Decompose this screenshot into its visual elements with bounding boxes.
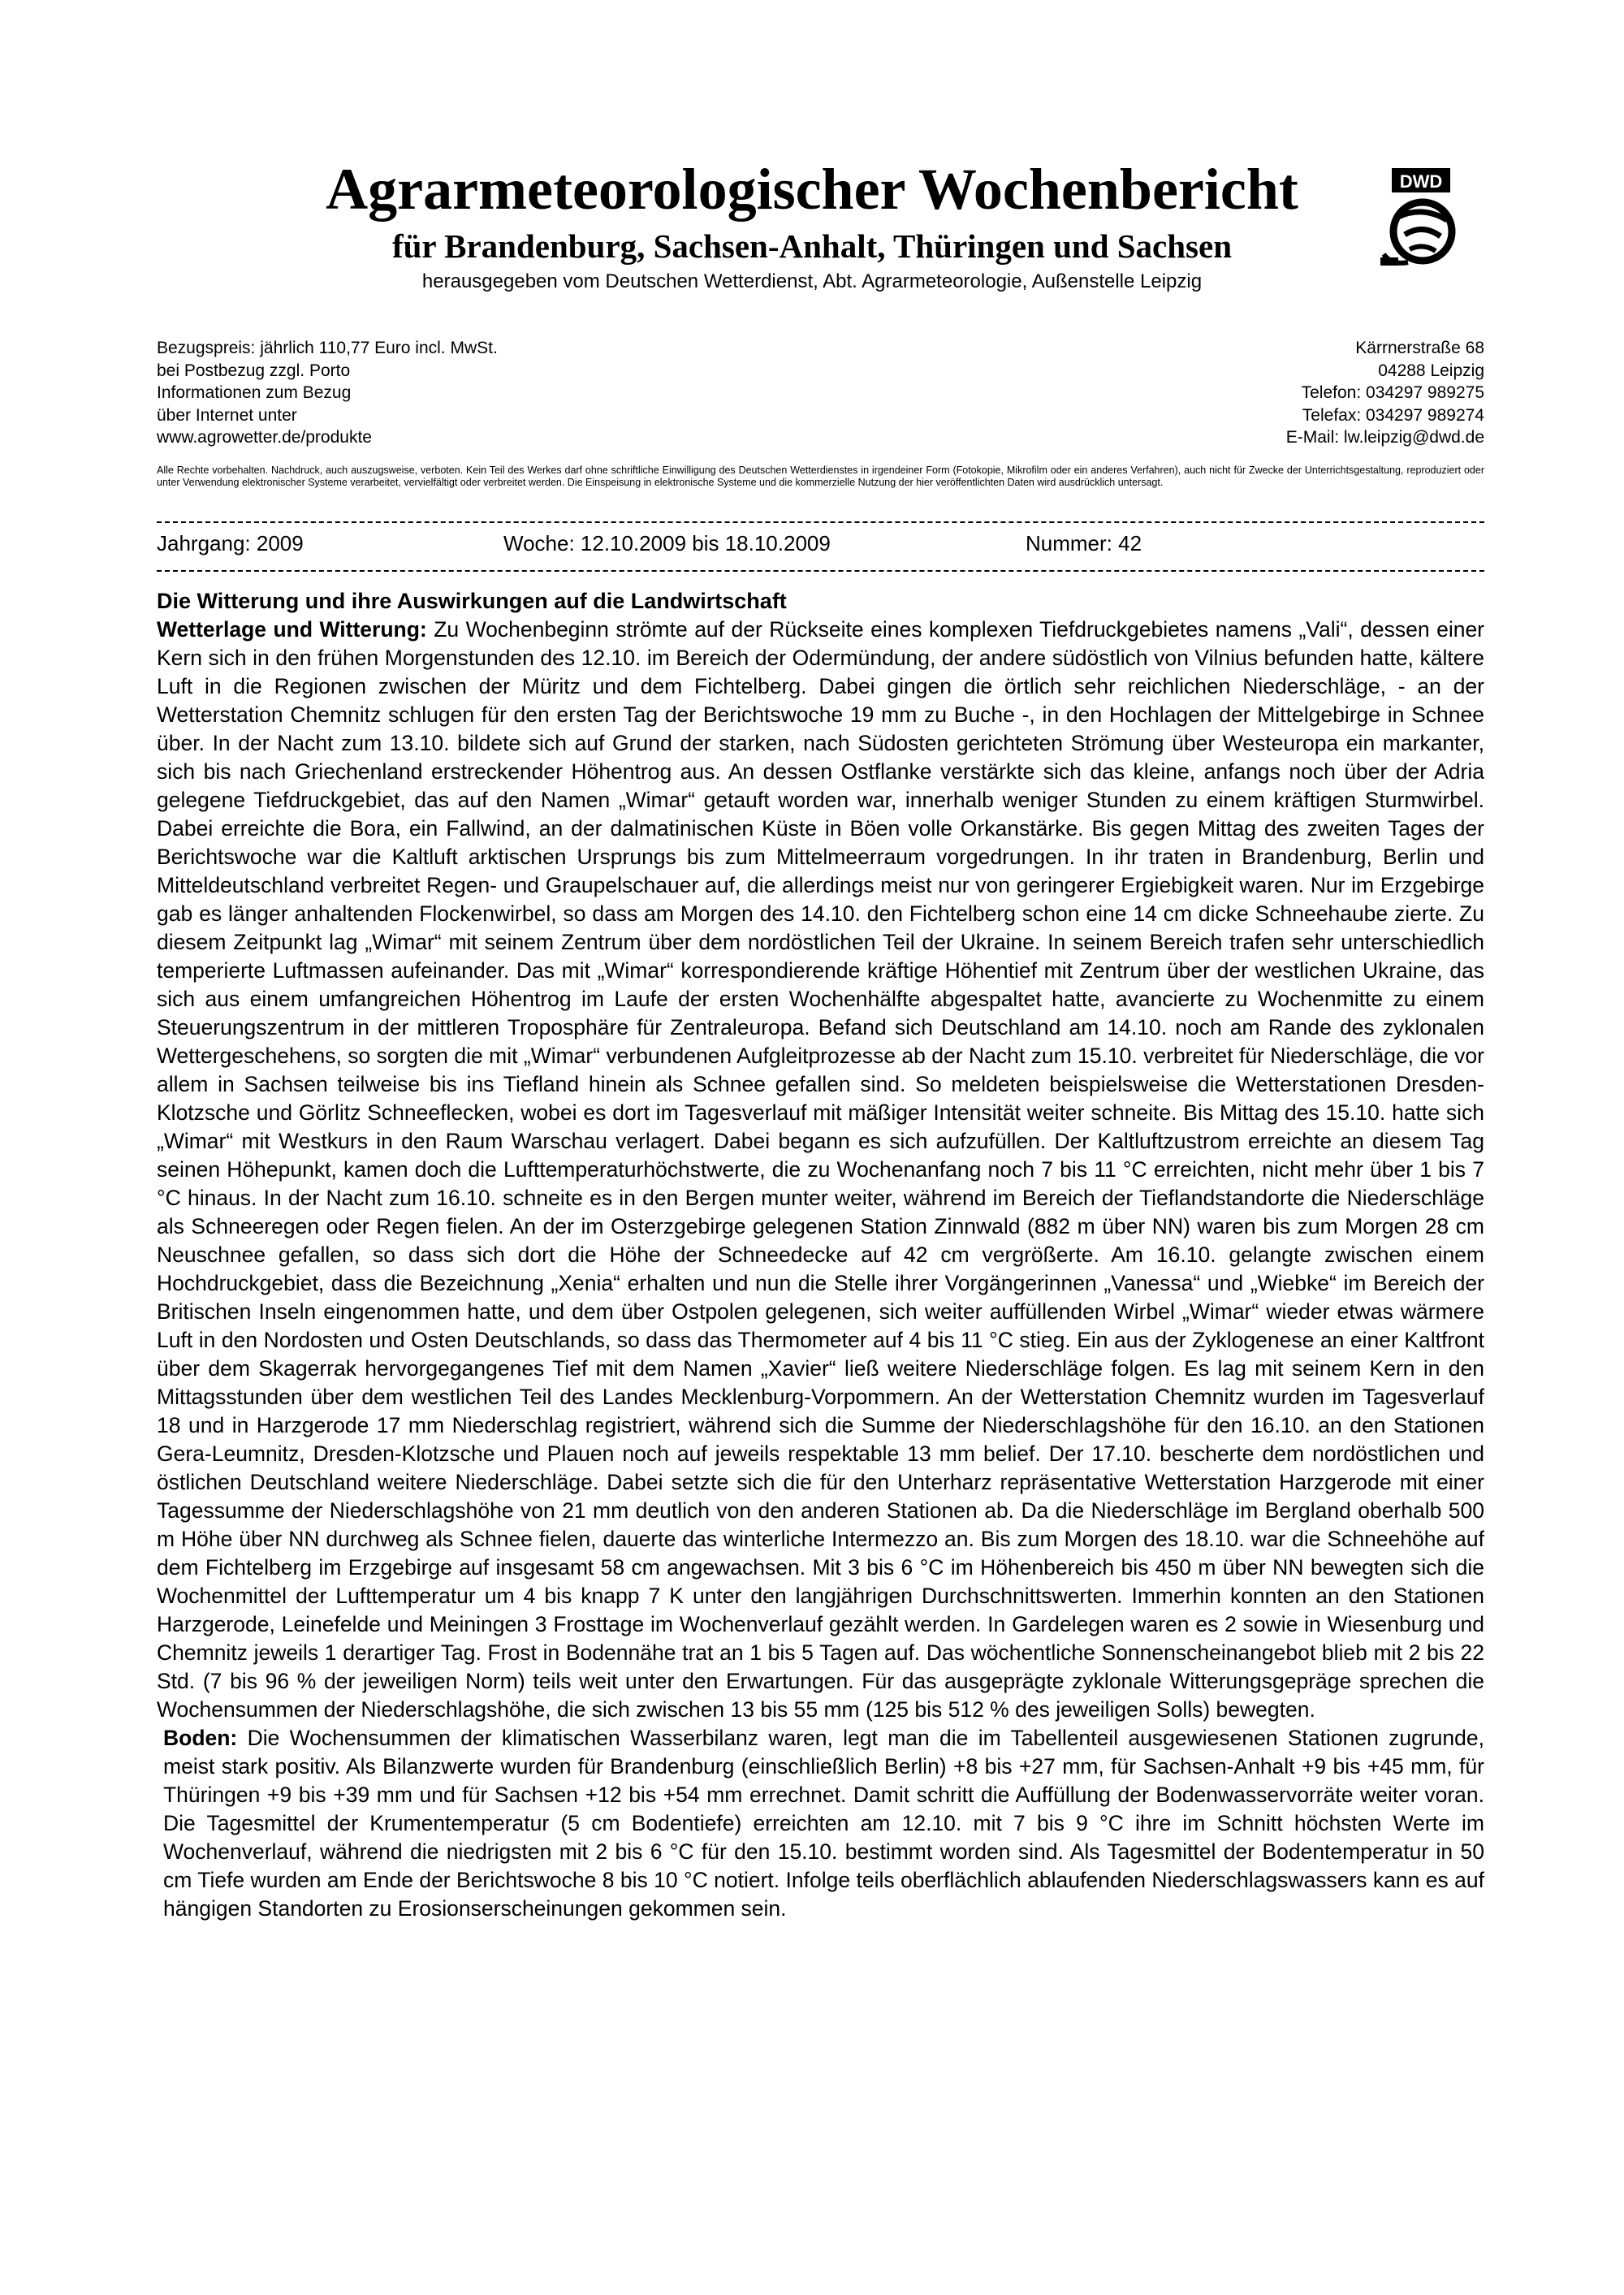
subscription-line: über Internet unter — [157, 405, 297, 425]
publisher-line: herausgegeben vom Deutschen Wetterdienst, Abt. Agrarmeteorologie, Außenstelle Leipzig — [421, 270, 1203, 292]
address-phone: Telefon: 034297 989275 — [1301, 383, 1484, 402]
article-heading: Die Witterung und ihre Auswirkungen auf die Landwirtschaft — [157, 589, 787, 613]
dwd-logo — [1380, 166, 1462, 272]
issue-year: Jahrgang: 2009 — [157, 531, 304, 555]
weather-paragraph — [157, 616, 1484, 1724]
weather-text: Zu Wochenbeginn strömte auf der Rückseite eines komplexen Tiefdruckgebietes namens „Vali“, dessen einer Kern sich in den frühen Morgenstunden des 12.10. im Bereich der Odermündung, der andere südöstlich von Vilnius befunden hatte, kältere Luft in die Regionen zwischen der Müritz und dem Fichtelberg. Dabei gingen die örtlich sehr reichlichen Niederschläge, - an der Wetterstation Chemnitz schlugen für den ersten Tag der Berichtswoche 19 mm zu Buche -, in den Hochlagen der Mittelgebirge in Schnee über. In der Nacht zum 13.10. bildete sich auf Grund der starken, nach Südosten gerichteten Strömung über Westeuropa ein markanter, sich bis nach Griechenland erstreckender Höhentrog aus. An dessen Ostflanke verstärkte sich das kleine, anfangs noch über der Adria gelegene Tiefdruckgebiet, das auf den Namen „Wimar“ getauft worden war, innerhalb weniger Stunden zu einem kräftigen Sturmwirbel. Dabei erreichte die Bora, ein Fallwind, an der dalmatinischen Küste in Böen volle Orkanstärke. Bis gegen Mittag des zweiten Tages der Berichtswoche war die Kaltluft arktischen Ursprungs bis zum Mittelmeerraum vorgedrungen. In ihr traten in Brandenburg, Berlin und Mitteldeutschland verbreitet Regen- und Graupelschauer auf, die allerdings meist nur von geringerer Ergiebigkeit waren. Nur im Erzgebirge gab es länger anhaltenden Flockenwirbel, so dass am Morgen des 14.10. den Fichtelberg schon eine 14 cm dicke Schneehaube zierte. Zu diesem Zeitpunkt lag „Wimar“ mit seinem Zentrum über dem nordöstlichen Teil der Ukraine. In seinem Bereich trafen sehr unterschiedlich temperierte Luftmassen aufeinander. Das mit „Wimar“ korrespondierende kräftige Höhentief mit Zentrum über der westlichen Ukraine, das sich aus einem umfangreichen Höhentrog im Laufe der ersten Wochenhälfte abgespaltet hatte, avancierte zu Wochenmitte zu einem Steuerungszentrum in der mittleren Troposphäre für Zentraleuropa. Befand sich Deutschland am 14.10. noch am Rande des zyklonalen Wettergeschehens, so sorgten die mit „Wimar“ verbundenen Aufgleitprozesse ab der Nacht zum 15.10. verbreitet für Niederschläge, die vor allem in Sachsen teilweise bis ins Tiefland hinein als Schnee gefallen sind. So meldeten beispielsweise die Wetterstationen Dresden-Klotzsche und Görlitz Schneeflecken, wobei es dort im Tagesverlauf mit mäßiger Intensität weiter schneite. Bis Mittag des 15.10. hatte sich „Wimar“ mit Westkurs in den Raum Warschau verlagert. Dabei begann es sich aufzufüllen. Der Kaltluftzustrom erreichte an diesem Tag seinen Höhepunkt, kamen doch die Lufttemperaturhöchstwerte, die zu Wochenanfang noch 7 bis 11 °C erreichten, nicht mehr über 1 bis 7 °C hinaus. In der Nacht zum 16.10. schneite es in den Bergen munter weiter, während im Bereich der Tieflandstandorte die Niederschläge als Schneeregen oder Regen fielen. An der im Osterzgebirge gelegenen Station Zinnwald (882 m über NN) waren bis zum Morgen 28 cm Neuschnee gefallen, so dass sich dort die Höhe der Schneedecke auf 42 cm vergrößerte. Am 16.10. gelangte zwischen einem Hochdruckgebiet, dass die Bezeichnung „Xenia“ erhalten und nun die Stelle ihrer Vorgängerinnen „Vanessa“ und „Wiebke“ im Bereich der Britischen Inseln eingenommen hatte, und dem über Ostpolen gelegenen, sich weiter auffüllenden Wirbel „Wimar“ wieder etwas wärmere Luft in den Nordosten und Osten Deutschlands, so dass das Thermometer auf 4 bis 11 °C stieg. Ein aus der Zyklogenese an einer Kaltfront über dem Skagerrak hervorgegangenes Tief mit dem Namen „Xavier“ ließ weitere Niederschläge folgen. Es lag mit seinem Kern in den Mittagsstunden über dem westlichen Teil des Landes Mecklenburg-Vorpommern. An der Wetterstation Chemnitz wurden im Tagesverlauf 18 und in Harzgerode 17 mm Niederschlag registriert, während sich die Summe der Niederschlagshöhe für den 16.10. an den Stationen Gera-Leumnitz, Dresden-Klotzsche und Plauen noch auf jeweils respektable 13 mm belief. Der 17.10. bescherte dem nordöstlichen und östlichen Deutschland weitere Niederschläge. Dabei setzte sich die für den Unterharz repräsentative Wetterstation Harzgerode mit einer Tagessumme der Niederschlagshöhe von 21 mm deutlich von den anderen Stationen ab. Da die Niederschläge im Bergland oberhalb 500 m Höhe über NN durchweg als Schnee fielen, dauerte das winterliche Intermezzo an. Bis zum Morgen des 18.10. war die Schneehöhe auf dem Fichtelberg im Erzgebirge auf insgesamt 58 cm angewachsen. Mit 3 bis 6 °C im Höhenbereich bis 450 m über NN bewegten sich die Wochenmittel der Lufttemperatur um 4 bis knapp 7 K unter den langjährigen Durchschnittswerten. Immerhin konnten an den Stationen Harzgerode, Leinefelde und Meiningen 3 Frosttage im Wochenverlauf gezählt werden. In Gardelegen waren es 2 sowie in Wiesenburg und Chemnitz jeweils 1 derartiger Tag. Frost in Bodennähe trat an 1 bis 5 Tagen auf. Das wöchentliche Sonnenscheinangebot blieb mit 2 bis 22 Std. (7 bis 96 % der jeweiligen Norm) teils weit unter den Erwartungen. Für das ausgeprägte zyklonale Witterungsgepräge sprechen die Wochensummen der Niederschlagshöhe, die sich zwischen 13 bis 55 mm (125 bis 512 % des jeweiligen Solls) bewegten. — [157, 617, 1485, 1722]
address-street: Kärrnerstraße 68 — [1355, 339, 1484, 357]
subscription-url[interactable]: www.agrowetter.de/produkte — [157, 428, 372, 447]
issue-week: Woche: 12.10.2009 bis 18.10.2009 — [503, 531, 831, 555]
subscription-line: bei Postbezug zzgl. Porto — [157, 361, 351, 380]
rights-notice: Alle Rechte vorbehalten. Nachdruck, auch auszugsweise, verboten. Kein Teil des Werkes darf ohne schriftliche Einwilligung des Deutschen Wetterdienstes in irgendeiner Form (Fotokopie, Mikrofilm oder ein anderes Verfahren), auch nicht für Zwecke der Unterrichtsgestaltung, reproduziert oder unter Verwendung elektronischer Systeme verarbeitet, vervielfältigt oder verbreitet werden. Die Einspeisung in elektronische Systeme und die kommerzielle Nutzung der hier veröffentlichten Daten wird ausdrücklich untersagt. — [157, 465, 1484, 488]
article — [157, 587, 1484, 1923]
subscription-line: Bezugspreis: jährlich 110,77 Euro incl. MwSt. — [157, 339, 498, 357]
soil-lead: Boden: — [163, 1726, 238, 1750]
divider-top — [157, 521, 1484, 523]
weather-lead: Wetterlage und Witterung: — [157, 617, 427, 642]
masthead — [154, 154, 1470, 296]
address-fax: Telefax: 034297 989274 — [1302, 405, 1484, 425]
subscription-info — [157, 337, 498, 449]
address-block — [1286, 337, 1484, 449]
dwd-logo-text: DWD — [1399, 171, 1443, 192]
divider-bottom — [157, 570, 1484, 572]
subscription-line: Informationen zum Bezug — [157, 383, 352, 402]
address-city: 04288 Leipzig — [1378, 361, 1484, 380]
address-email[interactable]: E-Mail: lw.leipzig@dwd.de — [1285, 428, 1484, 447]
report-title: Agrarmeteorologischer Wochenbericht — [326, 157, 1298, 222]
issue-number: Nummer: 42 — [1026, 531, 1142, 555]
soil-paragraph — [157, 1724, 1484, 1923]
soil-text: Die Wochensummen der klimatischen Wasserbilanz waren, legt man die im Tabellenteil ausgewiesenen Stationen zugrunde, meist stark positiv. Als Bilanzwerte wurden für Brandenburg (einschließlich Berlin) +8 bis +27 mm, für Sachsen-Anhalt +9 bis +45 mm, für Thüringen +9 bis +39 mm und für Sachsen +12 bis +54 mm errechnet. Damit schritt die Auffüllung der Bodenwasservorräte weiter voran. Die Tagesmittel der Krumentemperatur (5 cm Bodentiefe) erreichten am 12.10. mit 7 bis 9 °C ihre im Schnitt höchsten Werte im Wochenverlauf, während die niedrigsten mit 2 bis 6 °C für den 15.10. bestimmt worden sind. Als Tagesmittel der Bodentemperatur in 50 cm Tiefe wurden am Ende der Berichtswoche 8 bis 10 °C notiert. Infolge teils oberflächlich ablaufenden Niederschlagswassers kann es auf hängigen Standorten zu Erosionserscheinungen gekommen sein. — [163, 1726, 1484, 1921]
report-subtitle: für Brandenburg, Sachsen-Anhalt, Thüringen und Sachsen — [391, 227, 1233, 265]
